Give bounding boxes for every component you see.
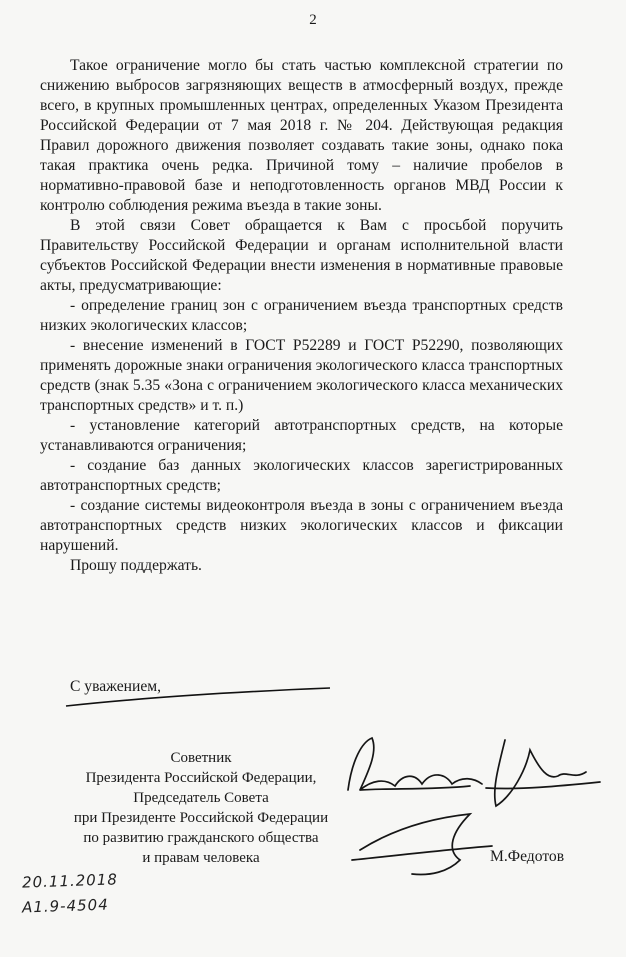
signatory-title-line: по развитию гражданского общества: [83, 830, 319, 846]
respect-underline: [66, 688, 330, 706]
paragraph-request: В этой связи Совет обращается к Вам с просьбой поручить Правительству Российской Федерации и органам исполнительной власти субъектов Российской Федерации внести изменения в нормативные правовые акты, предусматривающие:: [40, 217, 563, 294]
signatory-title-line: Президента Российской Федерации,: [85, 770, 317, 786]
page-number: 2: [309, 12, 317, 28]
signatory-title-line: при Президенте Российской Федерации: [73, 810, 329, 826]
signatory-title-line: Председатель Совета: [133, 790, 269, 806]
handwritten-reference: А1.9-4504: [21, 895, 109, 917]
list-item: - определение границ зон с ограничением въезда транспортных средств низких экологических классов;: [40, 297, 563, 334]
list-item: - внесение изменений в ГОСТ Р52289 и ГОСТ Р52290, позволяющих применять дорожные знаки ограничения экологического класса транспортных средств (знак 5.35 «Зона с ограничением экологического класса механических транспортных средств» и т. п.): [40, 337, 563, 414]
signatory-title-line: и правам человека: [142, 850, 260, 866]
list-item: - создание баз данных экологических классов зарегистрированных автотранспортных средств;: [40, 457, 563, 494]
signer-name: М.Федотов: [490, 848, 565, 865]
closing-request: Прошу поддержать.: [70, 557, 202, 574]
handwritten-signature: [348, 738, 600, 874]
list-item: - создание системы видеоконтроля въезда в зоны с ограничением въезда автотранспортных средств низких экологических классов и фиксации нарушений.: [40, 497, 563, 554]
signatory-title-line: Советник: [170, 750, 232, 766]
list-item: - установление категорий автотранспортных средств, на которые устанавливаются ограничения;: [40, 417, 563, 454]
respect-line: С уважением,: [70, 678, 162, 695]
handwritten-date: 20.11.2018: [21, 870, 119, 892]
paragraph-context: Такое ограничение могло бы стать частью комплексной стратегии по снижению выбросов загрязняющих веществ в атмосферный воздух, прежде всего, в крупных промышленных центрах, определенных Указом Президента Российской Федерации от 7 мая 2018 г. № 204. Действующая редакция Правил дорожного движения позволяет создавать такие зоны, однако пока такая практика очень редка. Причиной тому – наличие пробелов в нормативно-правовой базе и неподготовленность органов МВД России к контролю соблюдения режима въезда в такие зоны.: [40, 57, 563, 214]
